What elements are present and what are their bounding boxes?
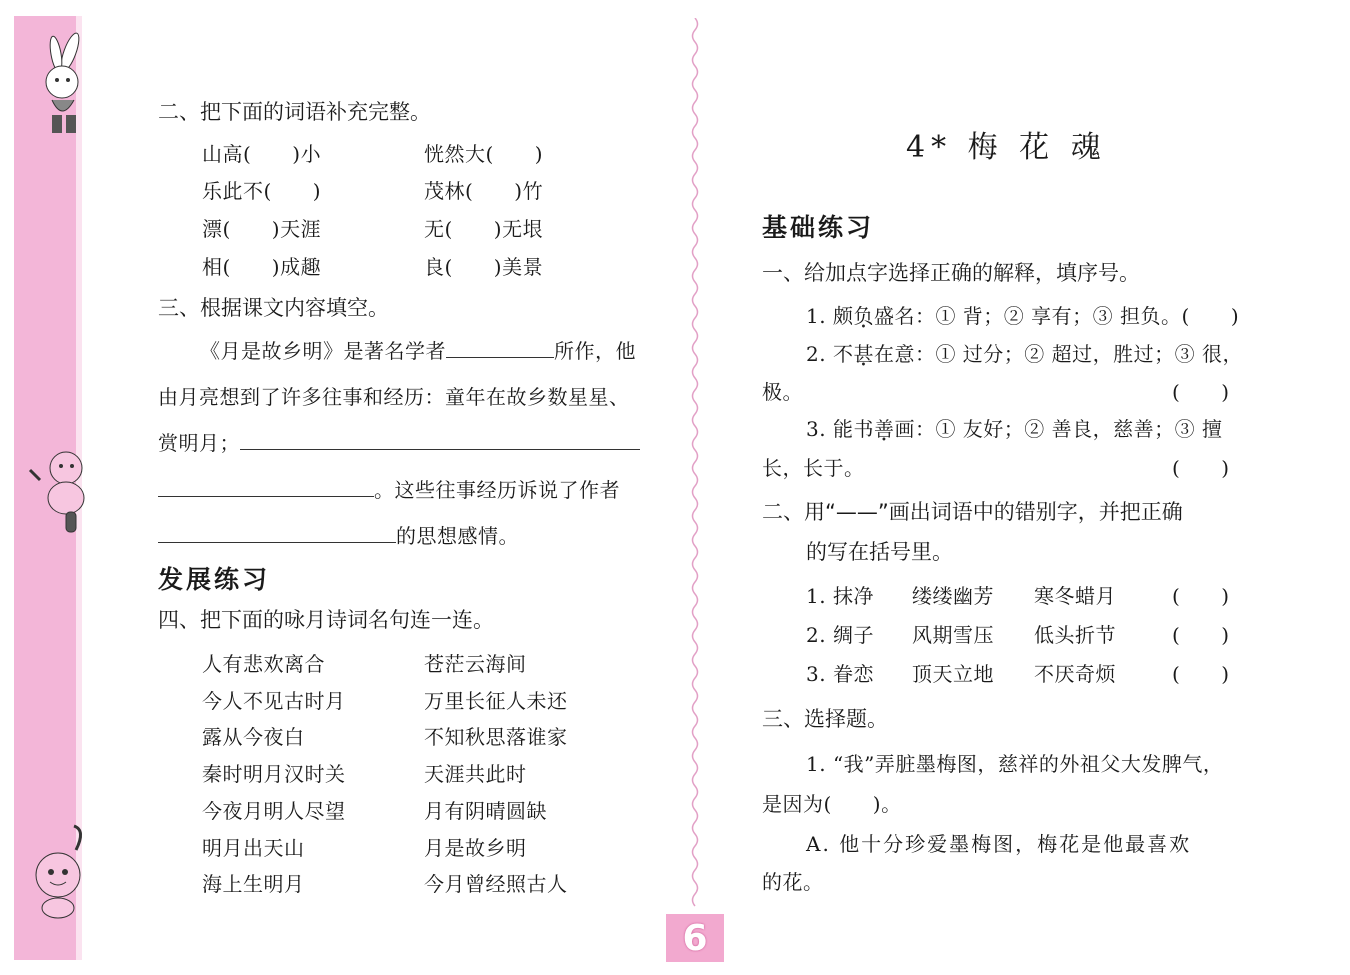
answer-paren[interactable]: ( ) [1172,456,1230,480]
typo-word: 低头折节 [1034,623,1116,647]
page-fold-line [688,18,702,962]
poem-line[interactable]: 今人不见古时月 [202,688,346,713]
fill-word-item: 山高( )小 [202,142,322,166]
poem-line[interactable]: 万里长征人未还 [424,688,568,713]
poem-line[interactable]: 明月出天山 [202,835,305,860]
fill-word-item: 无( )无垠 [424,217,544,241]
passage-line: 的思想感情。 [158,520,519,549]
typo-row-num: 2. 绸子 [806,623,874,647]
question-line: 1. 颇负盛名：① 背；② 享有；③ 担负。( ) [806,304,1240,328]
question-cont: 极。 [762,380,803,404]
lesson-title: 4* 梅 花 魂 [906,130,1107,165]
dotted-char: 负 [853,304,874,328]
fill-word-item: 相( )成趣 [202,255,322,279]
poem-right-column [424,646,568,903]
passage-line: 。这些往事经历诉说了作者 [158,474,620,503]
poem-line[interactable]: 不知秋思落谁家 [424,725,568,750]
question-cont: 长，长于。 [762,456,865,480]
typo-word: 风期雪压 [912,623,994,647]
cat-mascot-icon [22,440,102,535]
development-practice-title: 发展练习 [158,565,271,594]
section-3-heading: 三、根据课文内容填空。 [158,296,389,320]
fill-word-item: 茂林( )竹 [424,179,544,203]
passage-line: 《月是故乡明》是著名学者 所作，他 [200,339,636,363]
fill-word-item: 恍然大( ) [424,142,544,166]
r-section-1-heading: 一、给加点字选择正确的解释，填序号。 [762,261,1140,285]
poem-line[interactable]: 今月曾经照古人 [424,872,568,897]
answer-paren[interactable]: ( ) [1172,623,1230,647]
r-section-2-heading-cont: 的写在括号里。 [806,540,953,564]
poem-line[interactable]: 秦时明月汉时关 [202,762,346,787]
poem-line[interactable]: 人有悲欢离合 [202,652,325,676]
fill-word-item: 乐此不( ) [202,179,322,203]
typo-word: 寒冬蜡月 [1034,584,1116,608]
answer-paren[interactable]: ( ) [1172,380,1230,404]
typo-word: 不厌奇烦 [1034,662,1116,686]
poem-line[interactable]: 今夜月明人尽望 [202,798,346,823]
poem-line[interactable]: 天涯共此时 [424,762,527,787]
poem-line[interactable]: 海上生明月 [202,872,305,897]
question-cont: 是因为( )。 [762,792,902,816]
passage-line: 赏明月； [158,427,640,456]
dotted-char: 善 [873,417,895,441]
fill-word-item: 漂( )天涯 [202,217,322,241]
section-2-heading: 二、把下面的词语补充完整。 [158,100,431,124]
poem-line[interactable]: 苍茫云海间 [424,652,527,676]
typo-word: 缕缕幽芳 [912,584,994,608]
poem-line[interactable]: 月有阴晴圆缺 [424,798,547,823]
option-a-cont: 的花。 [762,870,824,894]
rabbit-mascot-icon [22,30,100,140]
poem-line[interactable]: 月是故乡明 [424,835,527,860]
answer-paren[interactable]: ( ) [1172,662,1230,686]
question-line: 1. “我”弄脏墨梅图，慈祥的外祖父大发脾气， [806,752,1224,776]
question-line: 2. 不甚在意：① 过分；② 超过，胜过；③ 很， [806,342,1244,366]
question-line: 3. 能书善画：① 友好；② 善良，慈善；③ 擅 [806,417,1223,441]
page-number-badge [666,914,724,962]
section-4-heading: 四、把下面的咏月诗词名句连一连。 [158,608,494,632]
dotted-char: 甚 [853,342,874,366]
option-a[interactable]: A. 他十分珍爱墨梅图，梅花是他最喜欢 [806,832,1192,856]
typo-row-num: 1. 抹净 [806,584,874,608]
r-section-3-heading: 三、选择题。 [762,707,888,731]
basic-practice-title: 基础练习 [762,213,875,242]
answer-paren[interactable]: ( ) [1172,584,1230,608]
answer-blank[interactable] [240,429,640,450]
answer-blank[interactable] [446,337,554,358]
passage-line: 由月亮想到了许多往事和经历：童年在故乡数星星、 [158,385,630,409]
typo-word: 顶天立地 [912,662,994,686]
typo-row-num: 3. 眷恋 [806,662,874,686]
poem-left-column [202,646,346,903]
fill-word-item: 良( )美景 [424,255,544,279]
answer-blank[interactable] [158,522,396,543]
page-number: 6 [682,918,708,959]
tiger-mascot-icon [20,820,95,920]
answer-blank[interactable] [158,476,374,497]
poem-line[interactable]: 露从今夜白 [202,725,305,750]
r-section-2-heading: 二、用“——”画出词语中的错别字，并把正确 [762,500,1183,524]
